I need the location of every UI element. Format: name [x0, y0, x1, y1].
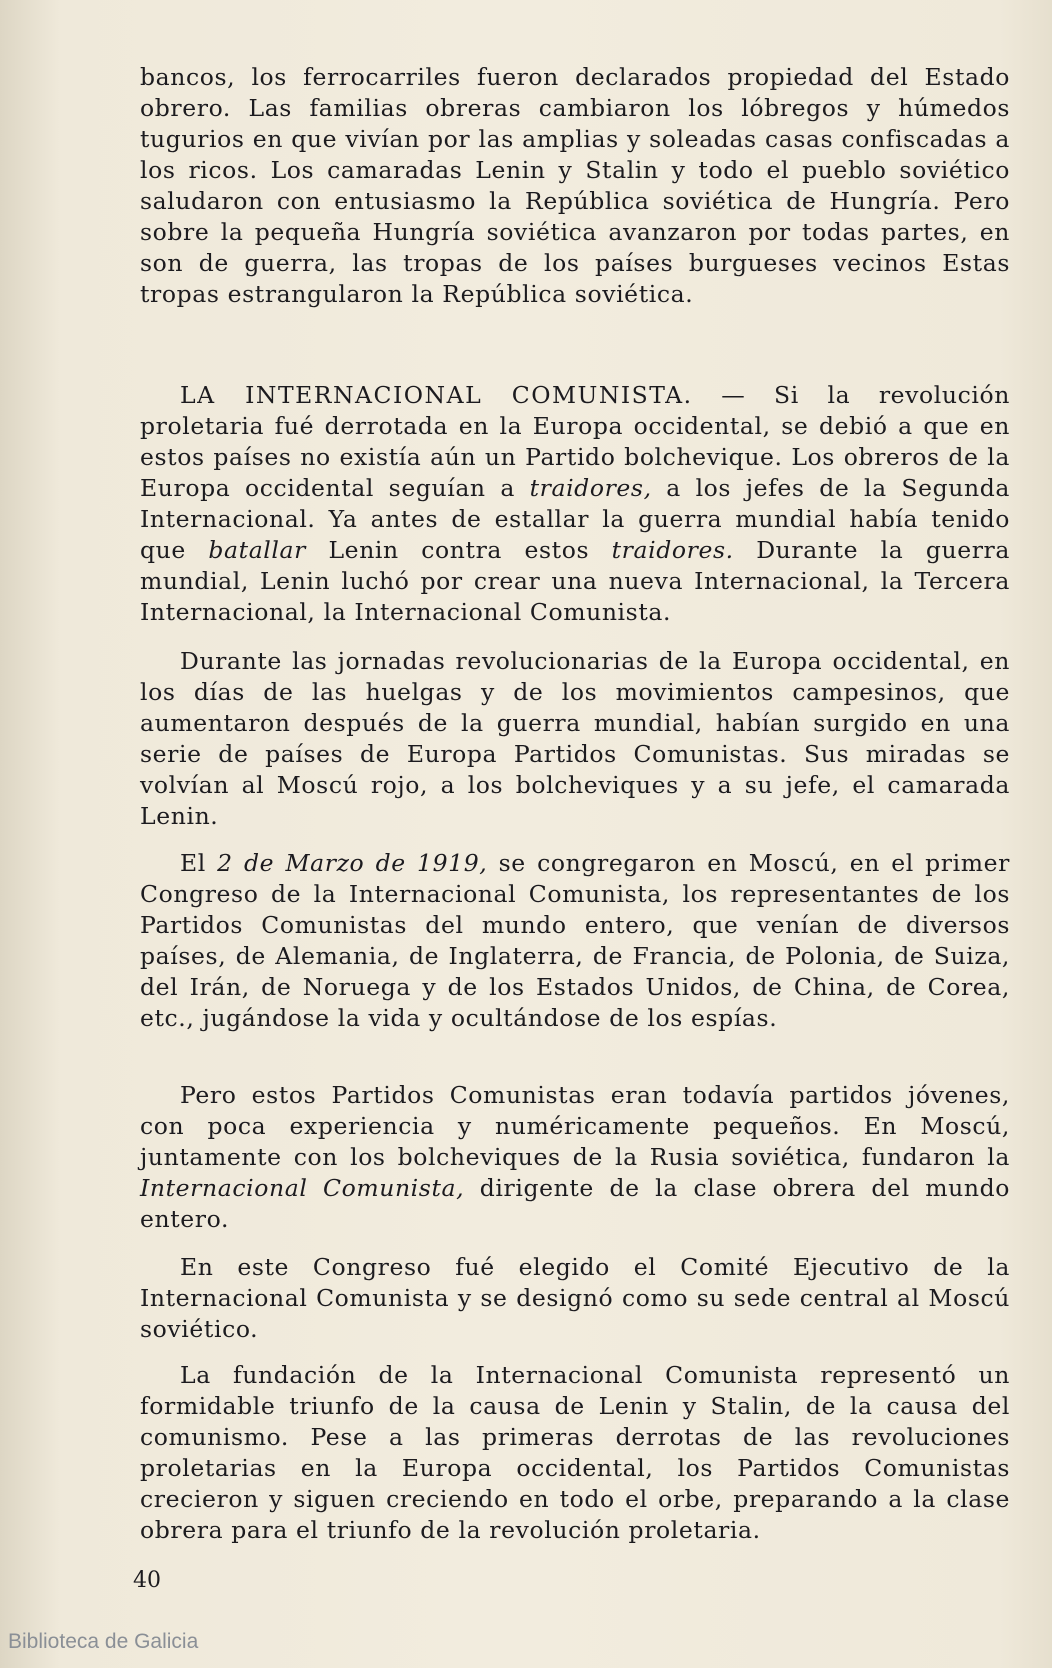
- paragraph-comite: En este Congreso fué elegido el Comité Ejecutivo de la Internacional Comunista y se designó como su sede central al Moscú soviético.: [140, 1253, 1010, 1343]
- text-run: dirigente de la clase obrera del mundo entero.: [140, 1174, 1011, 1233]
- paragraph-jornadas: Durante las jornadas revolucionarias de la Europa occidental, en los días de las huelgas y de los movimientos campesinos, que aumentaron después de la guerra mundial, habían surgido en una serie de países de Europa Partidos Comunistas. Sus miradas se volvían al Moscú rojo, a los bolcheviques y a su jefe, el camarada Lenin.: [140, 647, 1010, 830]
- italic-date: 2 de Marzo de 1919,: [217, 849, 488, 877]
- text-run: Durante la guerra mundial, Lenin luchó por crear una nueva Internacional, la Tercera Internacional, la Internacional Comunista.: [140, 536, 1010, 626]
- italic-run: traidores.: [611, 536, 734, 564]
- library-watermark: Biblioteca de Galicia: [8, 1630, 199, 1653]
- paragraph-partidos-jovenes: [140, 1080, 1010, 1235]
- text-run: El: [180, 849, 218, 877]
- page-number: 40: [133, 1568, 161, 1593]
- italic-run: Internacional Comunista,: [140, 1174, 465, 1202]
- italic-run: batallar: [208, 536, 306, 564]
- paragraph-hungary: bancos, los ferrocarriles fueron declarados propiedad del Estado obrero. Las familias obreras cambiaron los lóbregos y húmedos tugurios en que vivían por las amplias y soleadas casas confiscadas a los ricos. Los camaradas Lenin y Stalin y todo el pueblo soviético saludaron con entusiasmo la República soviética de Hungría. Pero sobre la pequeña Hungría soviética avanzaron por todas partes, en son de guerra, las tropas de los países burgueses vecinos Estas tropas estrangularon la República soviética.: [140, 63, 1010, 308]
- section-heading: LA INTERNACIONAL COMUNISTA.: [180, 381, 693, 409]
- text-run: se congregaron en Moscú, en el primer Congreso de la Internacional Comunista, los representantes de los Partidos Comunistas del mundo entero, que venían de diversos países, de Alemania, de Inglaterra, de Francia, de Polonia, de Suiza, del Irán, de Noruega y de los Estados Unidos, de China, de Corea, etc., jugándose la vida y ocultándose de los espías.: [140, 849, 1010, 1032]
- paragraph-internacional-comunista: [140, 380, 1010, 628]
- text-run: — Si la revolución proletaria fué derrotada en la Europa occidental, se debió a que en estos países no existía aún un Partido bolchevique. Los obreros de la Europa occidental seguían a: [140, 381, 1010, 502]
- text-run: Lenin contra estos: [305, 536, 612, 564]
- text-run: a los jefes de la Segunda Internacional. Ya antes de estallar la guerra mundial había tenido que: [140, 474, 1010, 564]
- text-run: Pero estos Partidos Comunistas eran todavía partidos jóvenes, con poca experiencia y numéricamente pequeños. En Moscú, juntamente con los bolcheviques de la Rusia soviética, fundaron la: [140, 1081, 1010, 1171]
- italic-run: traidores,: [529, 474, 652, 502]
- paragraph-congreso: [140, 848, 1010, 1034]
- paragraph-fundacion: La fundación de la Internacional Comunista representó un formidable triunfo de la causa de Lenin y Stalin, de la causa del comunismo. Pese a las primeras derrotas de las revoluciones proletarias en la Europa occidental, los Partidos Comunistas crecieron y siguen creciendo en todo el orbe, preparando a la clase obrera para el triunfo de la revolución proletaria.: [140, 1361, 1010, 1544]
